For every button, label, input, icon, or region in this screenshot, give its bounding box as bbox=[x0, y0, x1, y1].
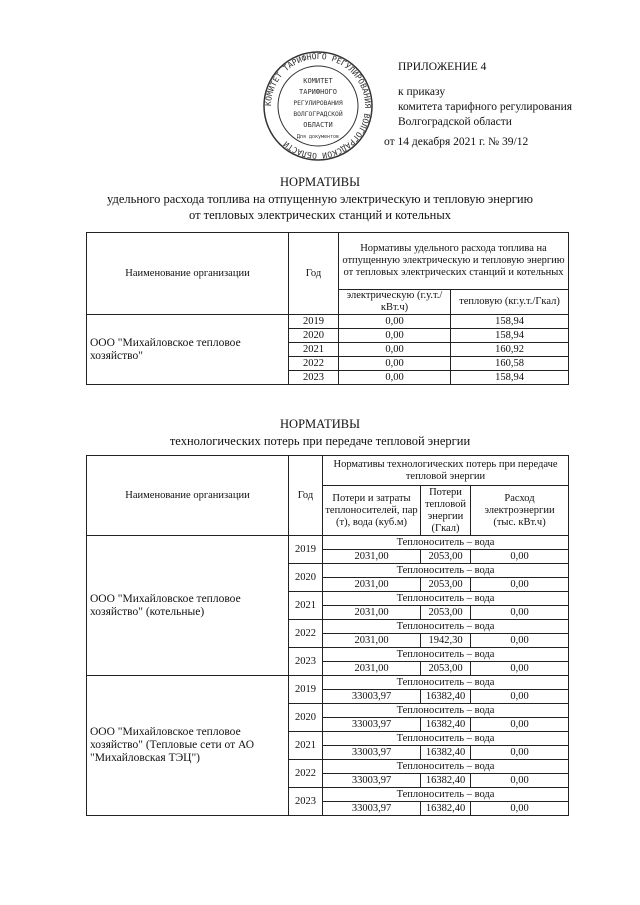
heat-loss-value: 16382,40 bbox=[421, 746, 471, 760]
header-elec: электрическую (г.у.т./кВт.ч) bbox=[339, 290, 451, 315]
stamp-line: ОБЛАСТИ bbox=[303, 121, 333, 129]
elec-value: 0,00 bbox=[339, 357, 451, 371]
carrier-loss-value: 2031,00 bbox=[323, 550, 421, 564]
header-c1: Потери и затраты теплоносителей, пар (т), вода (куб.м) bbox=[323, 486, 421, 536]
heat-loss-value: 2053,00 bbox=[421, 606, 471, 620]
carrier-loss-value: 33003,97 bbox=[323, 802, 421, 816]
year-cell: 2021 bbox=[289, 343, 339, 357]
year-cell: 2023 bbox=[289, 371, 339, 385]
carrier-label: Теплоноситель – вода bbox=[323, 648, 569, 662]
heat-loss-value: 16382,40 bbox=[421, 802, 471, 816]
carrier-row bbox=[87, 676, 569, 690]
carrier-loss-value: 2031,00 bbox=[323, 606, 421, 620]
heat-value: 158,94 bbox=[451, 371, 569, 385]
year-cell: 2022 bbox=[289, 357, 339, 371]
heat-loss-value: 16382,40 bbox=[421, 690, 471, 704]
stamp-line: ТАРИФНОГО bbox=[299, 88, 337, 96]
stamp-line: КОМИТЕТ bbox=[303, 77, 333, 85]
year-cell: 2021 bbox=[289, 592, 323, 620]
carrier-label: Теплоноситель – вода bbox=[323, 676, 569, 690]
carrier-loss-value: 33003,97 bbox=[323, 690, 421, 704]
header-year: Год bbox=[289, 233, 339, 315]
appendix-line: Волгоградской области bbox=[398, 116, 512, 128]
electricity-value: 0,00 bbox=[471, 690, 569, 704]
header-org: Наименование организации bbox=[87, 456, 289, 536]
year-cell: 2021 bbox=[289, 732, 323, 760]
header-c2: Потери тепловой энергии (Гкал) bbox=[421, 486, 471, 536]
carrier-loss-value: 2031,00 bbox=[323, 634, 421, 648]
carrier-loss-value: 2031,00 bbox=[323, 578, 421, 592]
carrier-label: Теплоноситель – вода bbox=[323, 704, 569, 718]
heat-loss-value: 2053,00 bbox=[421, 578, 471, 592]
carrier-loss-value: 33003,97 bbox=[323, 774, 421, 788]
year-cell: 2022 bbox=[289, 760, 323, 788]
year-cell: 2020 bbox=[289, 329, 339, 343]
heat-value: 158,94 bbox=[451, 329, 569, 343]
carrier-row bbox=[87, 536, 569, 550]
header-year: Год bbox=[289, 456, 323, 536]
header-group: Нормативы технологических потерь при передаче тепловой энергии bbox=[323, 456, 569, 486]
year-cell: 2019 bbox=[289, 536, 323, 564]
electricity-value: 0,00 bbox=[471, 634, 569, 648]
org-name: ООО "Михайловское тепловое хозяйство" (котельные) bbox=[87, 536, 289, 676]
year-cell: 2023 bbox=[289, 648, 323, 676]
carrier-label: Теплоноситель – вода bbox=[323, 788, 569, 802]
carrier-loss-value: 33003,97 bbox=[323, 746, 421, 760]
carrier-label: Теплоноситель – вода bbox=[323, 760, 569, 774]
appendix-line: комитета тарифного регулирования bbox=[398, 101, 573, 113]
carrier-label: Теплоноситель – вода bbox=[323, 620, 569, 634]
table-row bbox=[87, 315, 569, 329]
section2-subtitle: технологических потерь при передаче тепловой энергии bbox=[169, 434, 471, 448]
carrier-loss-value: 33003,97 bbox=[323, 718, 421, 732]
heat-loss-table bbox=[86, 455, 569, 816]
heat-loss-value: 1942,30 bbox=[421, 634, 471, 648]
section1-title: НОРМАТИВЫ bbox=[280, 175, 360, 189]
heat-value: 158,94 bbox=[451, 315, 569, 329]
elec-value: 0,00 bbox=[339, 371, 451, 385]
year-cell: 2023 bbox=[289, 788, 323, 816]
electricity-value: 0,00 bbox=[471, 662, 569, 676]
fuel-norms-table bbox=[86, 232, 569, 385]
elec-value: 0,00 bbox=[339, 329, 451, 343]
electricity-value: 0,00 bbox=[471, 550, 569, 564]
electricity-value: 0,00 bbox=[471, 578, 569, 592]
org-name: ООО "Михайловское тепловое хозяйство" (Тепловые сети от АО "Михайловская ТЭЦ") bbox=[87, 676, 289, 816]
electricity-value: 0,00 bbox=[471, 606, 569, 620]
electricity-value: 0,00 bbox=[471, 718, 569, 732]
stamp-outer-text: КОМИТЕТ ТАРИФНОГО РЕГУЛИРОВАНИЯ ВОЛГОГРАДСКОЙ ОБЛАСТИ bbox=[263, 51, 373, 161]
org-name: ООО "Михайловское тепловое хозяйство" bbox=[87, 315, 289, 385]
section1-subtitle: удельного расхода топлива на отпущенную электрическую и тепловую энергию bbox=[107, 192, 533, 206]
carrier-label: Теплоноситель – вода bbox=[323, 732, 569, 746]
heat-loss-value: 2053,00 bbox=[421, 662, 471, 676]
heat-loss-value: 16382,40 bbox=[421, 774, 471, 788]
heat-value: 160,92 bbox=[451, 343, 569, 357]
carrier-label: Теплоноситель – вода bbox=[323, 592, 569, 606]
carrier-label: Теплоноситель – вода bbox=[323, 536, 569, 550]
year-cell: 2020 bbox=[289, 704, 323, 732]
carrier-loss-value: 2031,00 bbox=[323, 662, 421, 676]
heat-loss-value: 2053,00 bbox=[421, 550, 471, 564]
year-cell: 2020 bbox=[289, 564, 323, 592]
official-stamp bbox=[262, 50, 374, 162]
elec-value: 0,00 bbox=[339, 343, 451, 357]
appendix-date: от 14 декабря 2021 г. № 39/12 bbox=[384, 136, 529, 148]
appendix-title: ПРИЛОЖЕНИЕ 4 bbox=[398, 61, 487, 73]
header-c3: Расход электроэнергии (тыс. кВт.ч) bbox=[471, 486, 569, 536]
header-org: Наименование организации bbox=[87, 233, 289, 315]
section2-title: НОРМАТИВЫ bbox=[280, 417, 360, 431]
electricity-value: 0,00 bbox=[471, 746, 569, 760]
header-heat: тепловую (кг.у.т./Гкал) bbox=[451, 290, 569, 315]
appendix-line: к приказу bbox=[398, 86, 446, 98]
heat-loss-value: 16382,40 bbox=[421, 718, 471, 732]
stamp-line: РЕГУЛИРОВАНИЯ bbox=[293, 100, 343, 107]
elec-value: 0,00 bbox=[339, 315, 451, 329]
header-group: Нормативы удельного расхода топлива на отпущенную электрическую и тепловую энергию от тепловых электрических станций и котельных bbox=[339, 233, 569, 290]
section1-subtitle: от тепловых электрических станций и котельных bbox=[189, 208, 451, 222]
stamp-line: ВОЛГОГРАДСКОЙ bbox=[293, 111, 343, 118]
year-cell: 2022 bbox=[289, 620, 323, 648]
electricity-value: 0,00 bbox=[471, 774, 569, 788]
carrier-label: Теплоноситель – вода bbox=[323, 564, 569, 578]
year-cell: 2019 bbox=[289, 315, 339, 329]
year-cell: 2019 bbox=[289, 676, 323, 704]
heat-value: 160,58 bbox=[451, 357, 569, 371]
stamp-line: Для документов bbox=[296, 134, 340, 140]
electricity-value: 0,00 bbox=[471, 802, 569, 816]
